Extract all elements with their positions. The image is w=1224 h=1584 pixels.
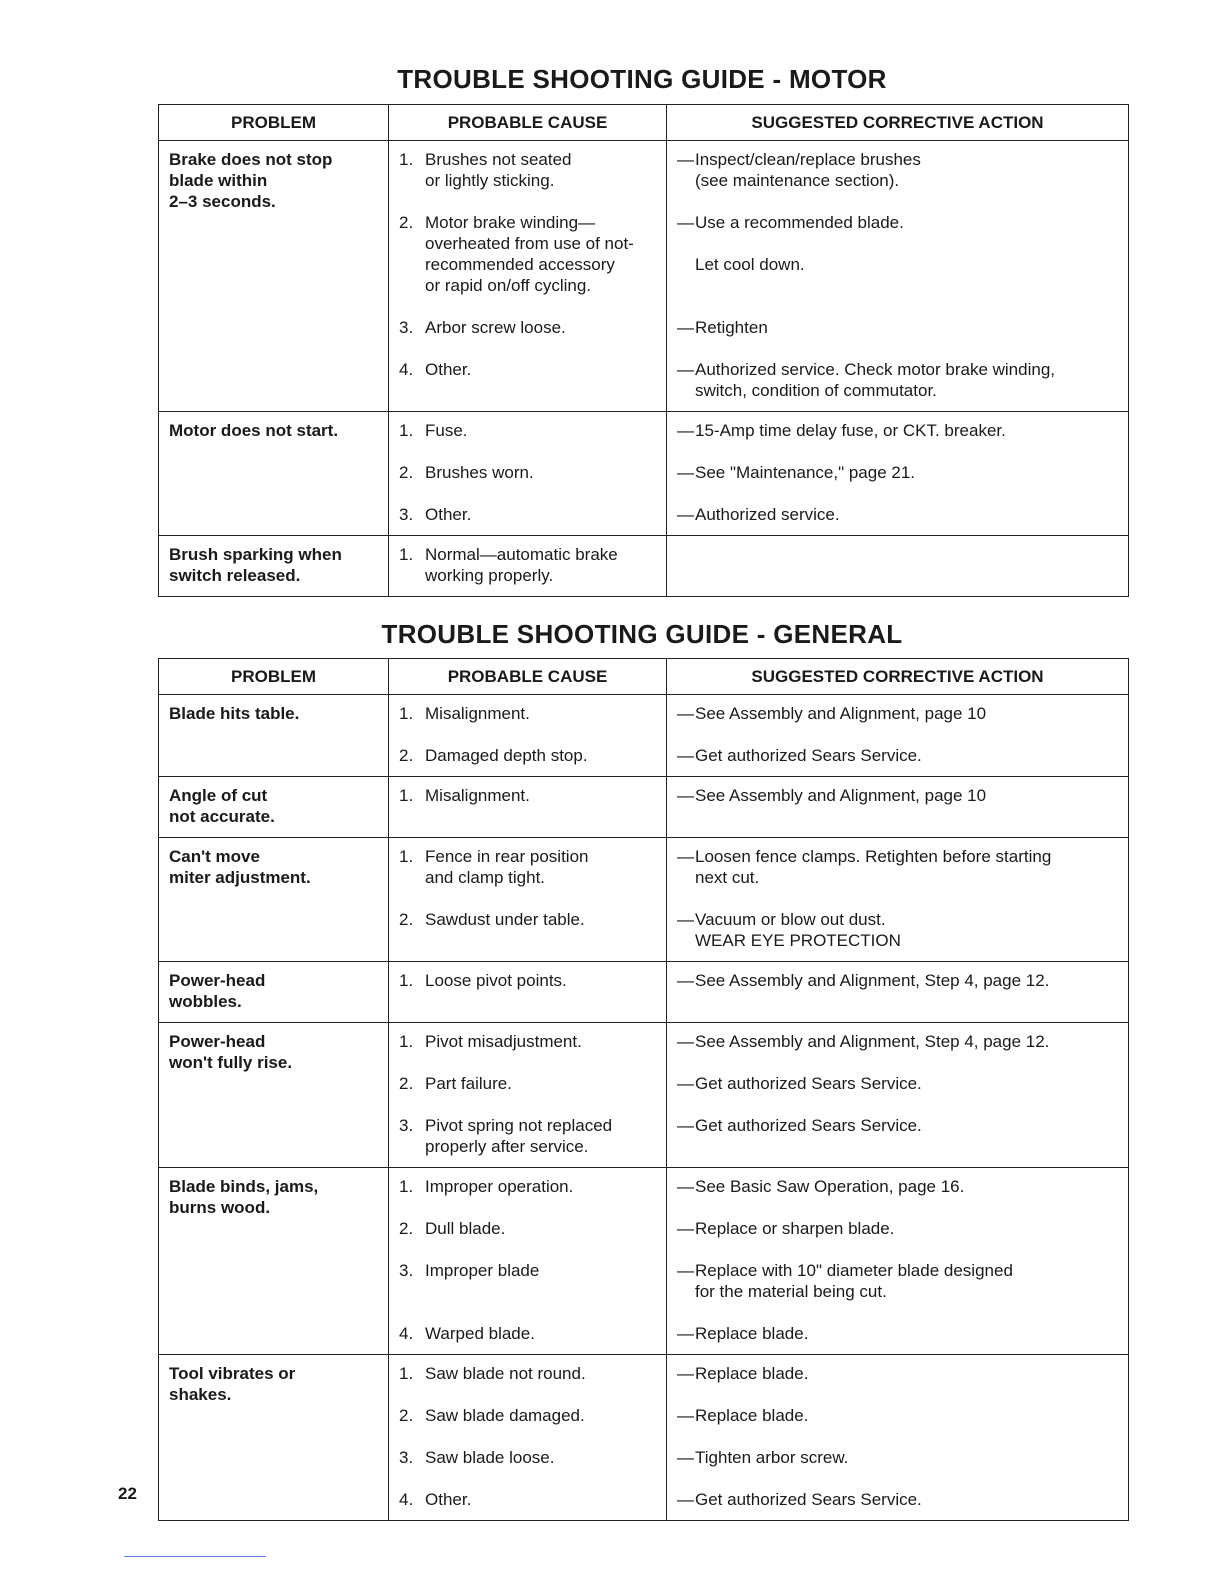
corrective-action-cell xyxy=(667,536,1129,597)
cause-number: 1. xyxy=(399,1364,414,1383)
cause-item xyxy=(399,1115,656,1157)
problem-cell: Tool vibrates or shakes. xyxy=(159,1355,389,1521)
action-text: Use a recommended blade. Let cool down. xyxy=(695,213,904,274)
action-text: Retighten xyxy=(695,318,768,337)
action-text: Vacuum or blow out dust. WEAR EYE PROTECTION xyxy=(695,910,901,950)
action-text: See Basic Saw Operation, page 16. xyxy=(695,1177,965,1196)
action-text: 15-Amp time delay fuse, or CKT. breaker. xyxy=(695,421,1006,440)
action-item xyxy=(677,970,1118,991)
action-text: Replace blade. xyxy=(695,1324,809,1343)
cause-number: 1. xyxy=(399,1032,414,1051)
cause-item xyxy=(399,1073,656,1094)
action-item xyxy=(677,1031,1118,1052)
cause-text: Pivot spring not replaced properly after service. xyxy=(425,1116,613,1156)
cause-number: 1. xyxy=(399,786,414,805)
cause-item xyxy=(399,1176,656,1197)
probable-cause-cell xyxy=(389,777,667,838)
cause-item xyxy=(399,1323,656,1344)
corrective-action-cell xyxy=(667,1168,1129,1355)
action-text: Get authorized Sears Service. xyxy=(695,746,922,765)
dash-bullet: — xyxy=(677,971,694,990)
action-text: Inspect/clean/replace brushes (see maintenance section). xyxy=(695,150,921,190)
corrective-action-cell xyxy=(667,412,1129,536)
cause-number: 2. xyxy=(399,746,414,765)
cause-text: Saw blade loose. xyxy=(425,1448,555,1467)
action-item xyxy=(677,1218,1118,1239)
cause-number: 1. xyxy=(399,704,414,723)
problem-cell: Blade hits table. xyxy=(159,695,389,777)
action-item xyxy=(677,785,1118,806)
action-item xyxy=(677,504,1118,525)
action-item xyxy=(677,420,1118,441)
table-row xyxy=(159,962,1129,1023)
cause-item xyxy=(399,1489,656,1510)
footer-rule xyxy=(124,1556,266,1557)
cause-text: Sawdust under table. xyxy=(425,910,585,929)
cause-number: 1. xyxy=(399,421,414,440)
cause-text: Fence in rear position and clamp tight. xyxy=(425,847,589,887)
motor-guide-title: TROUBLE SHOOTING GUIDE - MOTOR xyxy=(397,64,887,94)
cause-text: Part failure. xyxy=(425,1074,512,1093)
cause-item xyxy=(399,703,656,724)
table-row xyxy=(159,1023,1129,1168)
cause-item xyxy=(399,544,656,586)
cause-item xyxy=(399,1447,656,1468)
action-item xyxy=(677,909,1118,951)
cause-number: 4. xyxy=(399,1490,414,1509)
probable-cause-cell xyxy=(389,141,667,412)
table-row xyxy=(159,141,1129,412)
action-text: Replace blade. xyxy=(695,1406,809,1425)
cause-item xyxy=(399,1218,656,1239)
dash-bullet: — xyxy=(677,1219,694,1238)
dash-bullet: — xyxy=(677,1364,694,1383)
action-item xyxy=(677,317,1118,338)
probable-cause-cell xyxy=(389,838,667,962)
action-item xyxy=(677,212,1118,296)
corrective-action-cell xyxy=(667,695,1129,777)
cause-number: 3. xyxy=(399,318,414,337)
cause-item xyxy=(399,212,656,296)
action-item xyxy=(677,462,1118,483)
action-text: Loosen fence clamps. Retighten before starting next cut. xyxy=(695,847,1052,887)
dash-bullet: — xyxy=(677,847,694,866)
dash-bullet: — xyxy=(677,1116,694,1135)
probable-cause-cell xyxy=(389,1355,667,1521)
action-text: See Assembly and Alignment, Step 4, page 12. xyxy=(695,1032,1050,1051)
cause-number: 2. xyxy=(399,463,414,482)
dash-bullet: — xyxy=(677,318,694,337)
cause-item xyxy=(399,149,656,191)
cause-number: 4. xyxy=(399,1324,414,1343)
cause-item xyxy=(399,317,656,338)
cause-text: Arbor screw loose. xyxy=(425,318,566,337)
general-troubleshooting-table xyxy=(158,658,1129,1521)
action-item xyxy=(677,544,1118,586)
cause-number: 3. xyxy=(399,1116,414,1135)
problem-cell: Brake does not stop blade within 2–3 seconds. xyxy=(159,141,389,412)
table-row xyxy=(159,1168,1129,1355)
dash-bullet: — xyxy=(677,150,694,169)
cause-item xyxy=(399,785,656,806)
action-item xyxy=(677,745,1118,766)
cause-text: Damaged depth stop. xyxy=(425,746,588,765)
cause-number: 2. xyxy=(399,1074,414,1093)
action-item xyxy=(677,1447,1118,1468)
cause-text: Saw blade damaged. xyxy=(425,1406,585,1425)
action-text: Replace or sharpen blade. xyxy=(695,1219,895,1238)
probable-cause-cell xyxy=(389,1168,667,1355)
cause-text: Other. xyxy=(425,360,472,379)
dash-bullet: — xyxy=(677,360,694,379)
dash-bullet: — xyxy=(677,704,694,723)
dash-bullet: — xyxy=(677,1448,694,1467)
cause-text: Improper blade xyxy=(425,1261,540,1280)
dash-bullet: — xyxy=(677,505,694,524)
action-text: Get authorized Sears Service. xyxy=(695,1490,922,1509)
problem-cell: Motor does not start. xyxy=(159,412,389,536)
cause-item xyxy=(399,359,656,401)
probable-cause-cell xyxy=(389,412,667,536)
cause-item xyxy=(399,745,656,766)
cause-number: 2. xyxy=(399,1219,414,1238)
cause-item xyxy=(399,1260,656,1302)
action-item xyxy=(677,359,1118,401)
dash-bullet: — xyxy=(677,1177,694,1196)
motor-troubleshooting-table xyxy=(158,104,1129,597)
action-text: Tighten arbor screw. xyxy=(695,1448,849,1467)
action-text: Authorized service. Check motor brake winding, switch, condition of commutator. xyxy=(695,360,1055,400)
cause-item xyxy=(399,846,656,888)
header-probable-cause: PROBABLE CAUSE xyxy=(389,105,667,141)
action-text: Get authorized Sears Service. xyxy=(695,1074,922,1093)
cause-number: 2. xyxy=(399,213,414,232)
dash-bullet: — xyxy=(677,786,694,805)
probable-cause-cell xyxy=(389,962,667,1023)
cause-text: Other. xyxy=(425,1490,472,1509)
problem-cell: Can't move miter adjustment. xyxy=(159,838,389,962)
cause-item xyxy=(399,420,656,441)
dash-bullet: — xyxy=(677,1406,694,1425)
probable-cause-cell xyxy=(389,695,667,777)
cause-number: 1. xyxy=(399,545,414,564)
action-item xyxy=(677,1115,1118,1157)
action-item xyxy=(677,1323,1118,1344)
cause-item xyxy=(399,909,656,951)
corrective-action-cell xyxy=(667,1023,1129,1168)
cause-text: Improper operation. xyxy=(425,1177,574,1196)
action-item xyxy=(677,149,1118,191)
header-corrective-action: SUGGESTED CORRECTIVE ACTION xyxy=(667,659,1129,695)
action-item xyxy=(677,703,1118,724)
action-text: Get authorized Sears Service. xyxy=(695,1116,922,1135)
dash-bullet: — xyxy=(677,1490,694,1509)
cause-text: Motor brake winding— overheated from use of not- recommended accessory or rapid on/off cycling. xyxy=(425,213,634,295)
cause-number: 1. xyxy=(399,150,414,169)
action-text: See Assembly and Alignment, page 10 xyxy=(695,704,987,723)
action-item xyxy=(677,1073,1118,1094)
cause-text: Misalignment. xyxy=(425,786,530,805)
action-item xyxy=(677,1363,1118,1384)
dash-bullet: — xyxy=(677,463,694,482)
corrective-action-cell xyxy=(667,777,1129,838)
cause-text: Brushes not seated or lightly sticking. xyxy=(425,150,572,190)
probable-cause-cell xyxy=(389,1023,667,1168)
corrective-action-cell xyxy=(667,962,1129,1023)
action-text: See "Maintenance," page 21. xyxy=(695,463,916,482)
cause-item xyxy=(399,504,656,525)
cause-number: 1. xyxy=(399,847,414,866)
cause-item xyxy=(399,970,656,991)
cause-text: Dull blade. xyxy=(425,1219,506,1238)
dash-bullet: — xyxy=(677,1032,694,1051)
action-item xyxy=(677,1260,1118,1302)
corrective-action-cell xyxy=(667,1355,1129,1521)
problem-cell: Power-head wobbles. xyxy=(159,962,389,1023)
cause-text: Other. xyxy=(425,505,472,524)
header-probable-cause: PROBABLE CAUSE xyxy=(389,659,667,695)
dash-bullet: — xyxy=(677,421,694,440)
problem-cell: Blade binds, jams, burns wood. xyxy=(159,1168,389,1355)
cause-number: 2. xyxy=(399,1406,414,1425)
cause-number: 3. xyxy=(399,505,414,524)
action-item xyxy=(677,1489,1118,1510)
dash-bullet: — xyxy=(677,746,694,765)
table-row xyxy=(159,412,1129,536)
cause-text: Normal—automatic brake working properly. xyxy=(425,545,618,585)
cause-text: Brushes worn. xyxy=(425,463,534,482)
cause-text: Fuse. xyxy=(425,421,468,440)
dash-bullet: — xyxy=(677,1324,694,1343)
cause-item xyxy=(399,1363,656,1384)
corrective-action-cell xyxy=(667,838,1129,962)
action-text: Authorized service. xyxy=(695,505,840,524)
page-number: 22 xyxy=(118,1484,137,1503)
cause-number: 2. xyxy=(399,910,414,929)
problem-cell: Angle of cut not accurate. xyxy=(159,777,389,838)
cause-number: 1. xyxy=(399,1177,414,1196)
problem-cell: Brush sparking when switch released. xyxy=(159,536,389,597)
table-row xyxy=(159,536,1129,597)
dash-bullet: — xyxy=(677,213,694,232)
cause-item xyxy=(399,1405,656,1426)
action-text: See Assembly and Alignment, page 10 xyxy=(695,786,987,805)
cause-number: 3. xyxy=(399,1448,414,1467)
action-item xyxy=(677,1405,1118,1426)
cause-text: Saw blade not round. xyxy=(425,1364,586,1383)
header-problem: PROBLEM xyxy=(159,105,389,141)
dash-bullet: — xyxy=(677,1261,694,1280)
table-row xyxy=(159,777,1129,838)
dash-bullet: — xyxy=(677,1074,694,1093)
action-item xyxy=(677,1176,1118,1197)
table-row xyxy=(159,838,1129,962)
table-row xyxy=(159,695,1129,777)
header-problem: PROBLEM xyxy=(159,659,389,695)
action-text: See Assembly and Alignment, Step 4, page 12. xyxy=(695,971,1050,990)
general-guide-title: TROUBLE SHOOTING GUIDE - GENERAL xyxy=(381,619,903,649)
corrective-action-cell xyxy=(667,141,1129,412)
cause-text: Pivot misadjustment. xyxy=(425,1032,582,1051)
probable-cause-cell xyxy=(389,536,667,597)
cause-text: Loose pivot points. xyxy=(425,971,567,990)
problem-cell: Power-head won't fully rise. xyxy=(159,1023,389,1168)
header-corrective-action: SUGGESTED CORRECTIVE ACTION xyxy=(667,105,1129,141)
action-text: Replace blade. xyxy=(695,1364,809,1383)
cause-item xyxy=(399,462,656,483)
cause-number: 3. xyxy=(399,1261,414,1280)
action-text: Replace with 10" diameter blade designed for the material being cut. xyxy=(695,1261,1013,1301)
cause-number: 4. xyxy=(399,360,414,379)
cause-item xyxy=(399,1031,656,1052)
table-row xyxy=(159,1355,1129,1521)
cause-number: 1. xyxy=(399,971,414,990)
cause-text: Warped blade. xyxy=(425,1324,535,1343)
action-item xyxy=(677,846,1118,888)
dash-bullet: — xyxy=(677,910,694,929)
cause-text: Misalignment. xyxy=(425,704,530,723)
